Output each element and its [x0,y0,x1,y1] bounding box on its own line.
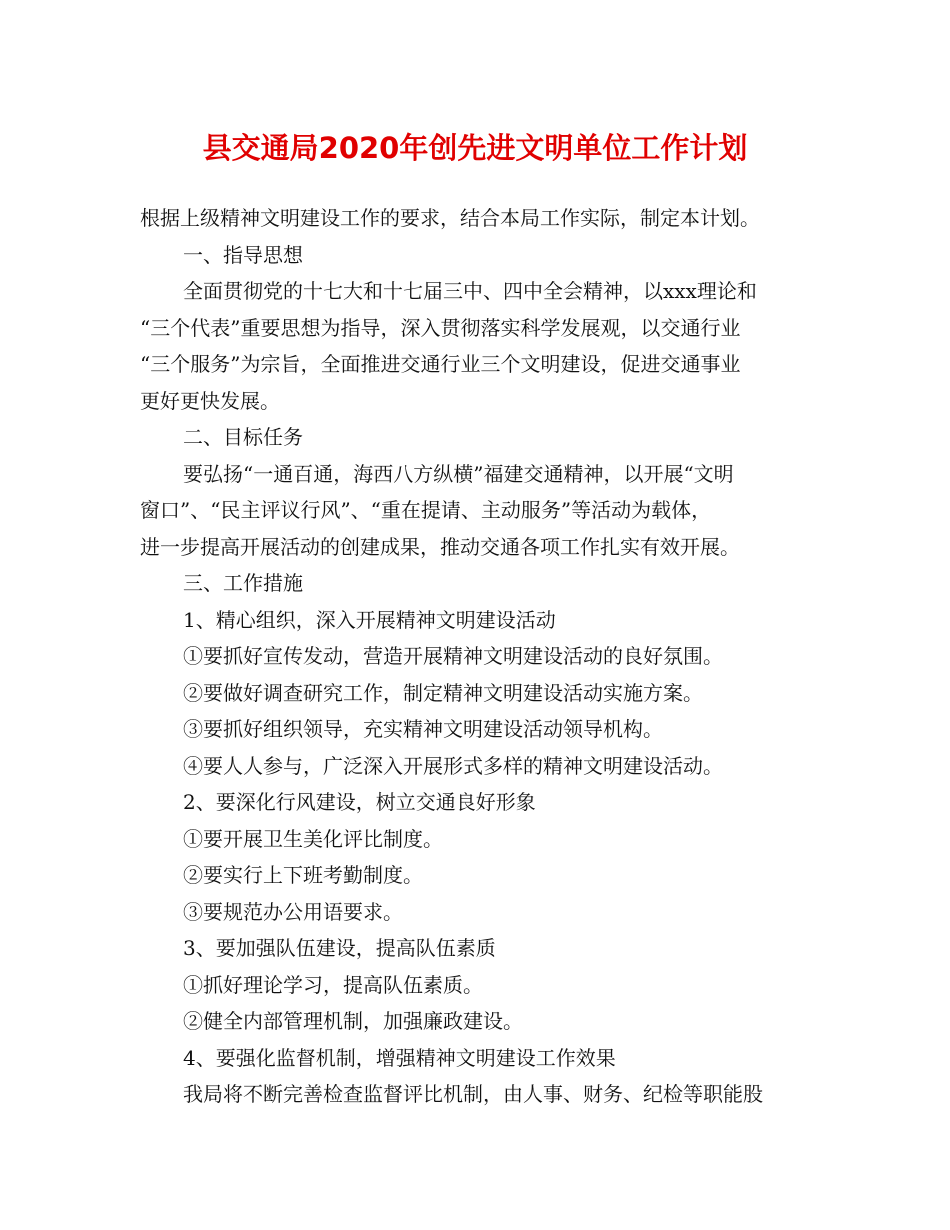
list-item: ③要抓好组织领导，充实精神文明建设活动领导机构。 [183,717,663,741]
paragraph-line: 全面贯彻党的十七大和十七届三中、四中全会精神，以xxx理论和 [183,279,757,303]
paragraph-line: “三个代表”重要思想为指导，深入贯彻落实科学发展观，以交通行业 [140,315,741,340]
paragraph-line: 要弘扬“一通百通，海西八方纵横”福建交通精神，以开展“文明 [183,461,734,486]
paragraph-line: 进一步提高开展活动的创建成果，推动交通各项工作扎实有效开展。 [140,534,740,559]
section-heading-targets: 二、目标任务 [183,425,303,449]
document-body [140,200,820,1113]
section-heading-measures: 三、工作措施 [183,571,303,595]
list-item: ①要抓好宣传发动，营造开展精神文明建设活动的良好氛围。 [183,644,723,668]
list-item: ①要开展卫生美化评比制度。 [183,826,443,851]
intro-line: 根据上级精神文明建设工作的要求，结合本局工作实际，制定本计划。 [140,206,760,230]
paragraph-line: 窗口”、“民主评议行风”、“重在提请、主动服务”等活动为载体， [140,498,712,522]
paragraph-line: 我局将不断完善检查监督评比机制，由人事、财务、纪检等职能股 [183,1082,763,1106]
subheading-item-2: 2、要深化行风建设，树立交通良好形象 [183,790,536,814]
section-heading-guiding-ideology: 一、指导思想 [183,242,303,267]
subheading-item-1: 1、精心组织，深入开展精神文明建设活动 [183,607,556,632]
paragraph-line: “三个服务”为宗旨，全面推进交通行业三个文明建设，促进交通事业 [140,352,741,376]
list-item: ①抓好理论学习，提高队伍素质。 [183,972,483,997]
list-item: ②要做好调查研究工作，制定精神文明建设活动实施方案。 [183,680,703,705]
list-item: ②要实行上下班考勤制度。 [183,863,423,887]
paragraph-line: 更好更快发展。 [140,388,280,413]
subheading-item-4: 4、要强化监督机制，增强精神文明建设工作效果 [183,1045,616,1070]
list-item: ④要人人参与，广泛深入开展形式多样的精神文明建设活动。 [183,753,723,778]
subheading-item-3: 3、要加强队伍建设，提高队伍素质 [183,936,496,960]
document-title: 县交通局2020年创先进文明单位工作计划 [202,131,748,165]
list-item: ②健全内部管理机制，加强廉政建设。 [183,1009,523,1033]
list-item: ③要规范办公用语要求。 [183,899,403,924]
